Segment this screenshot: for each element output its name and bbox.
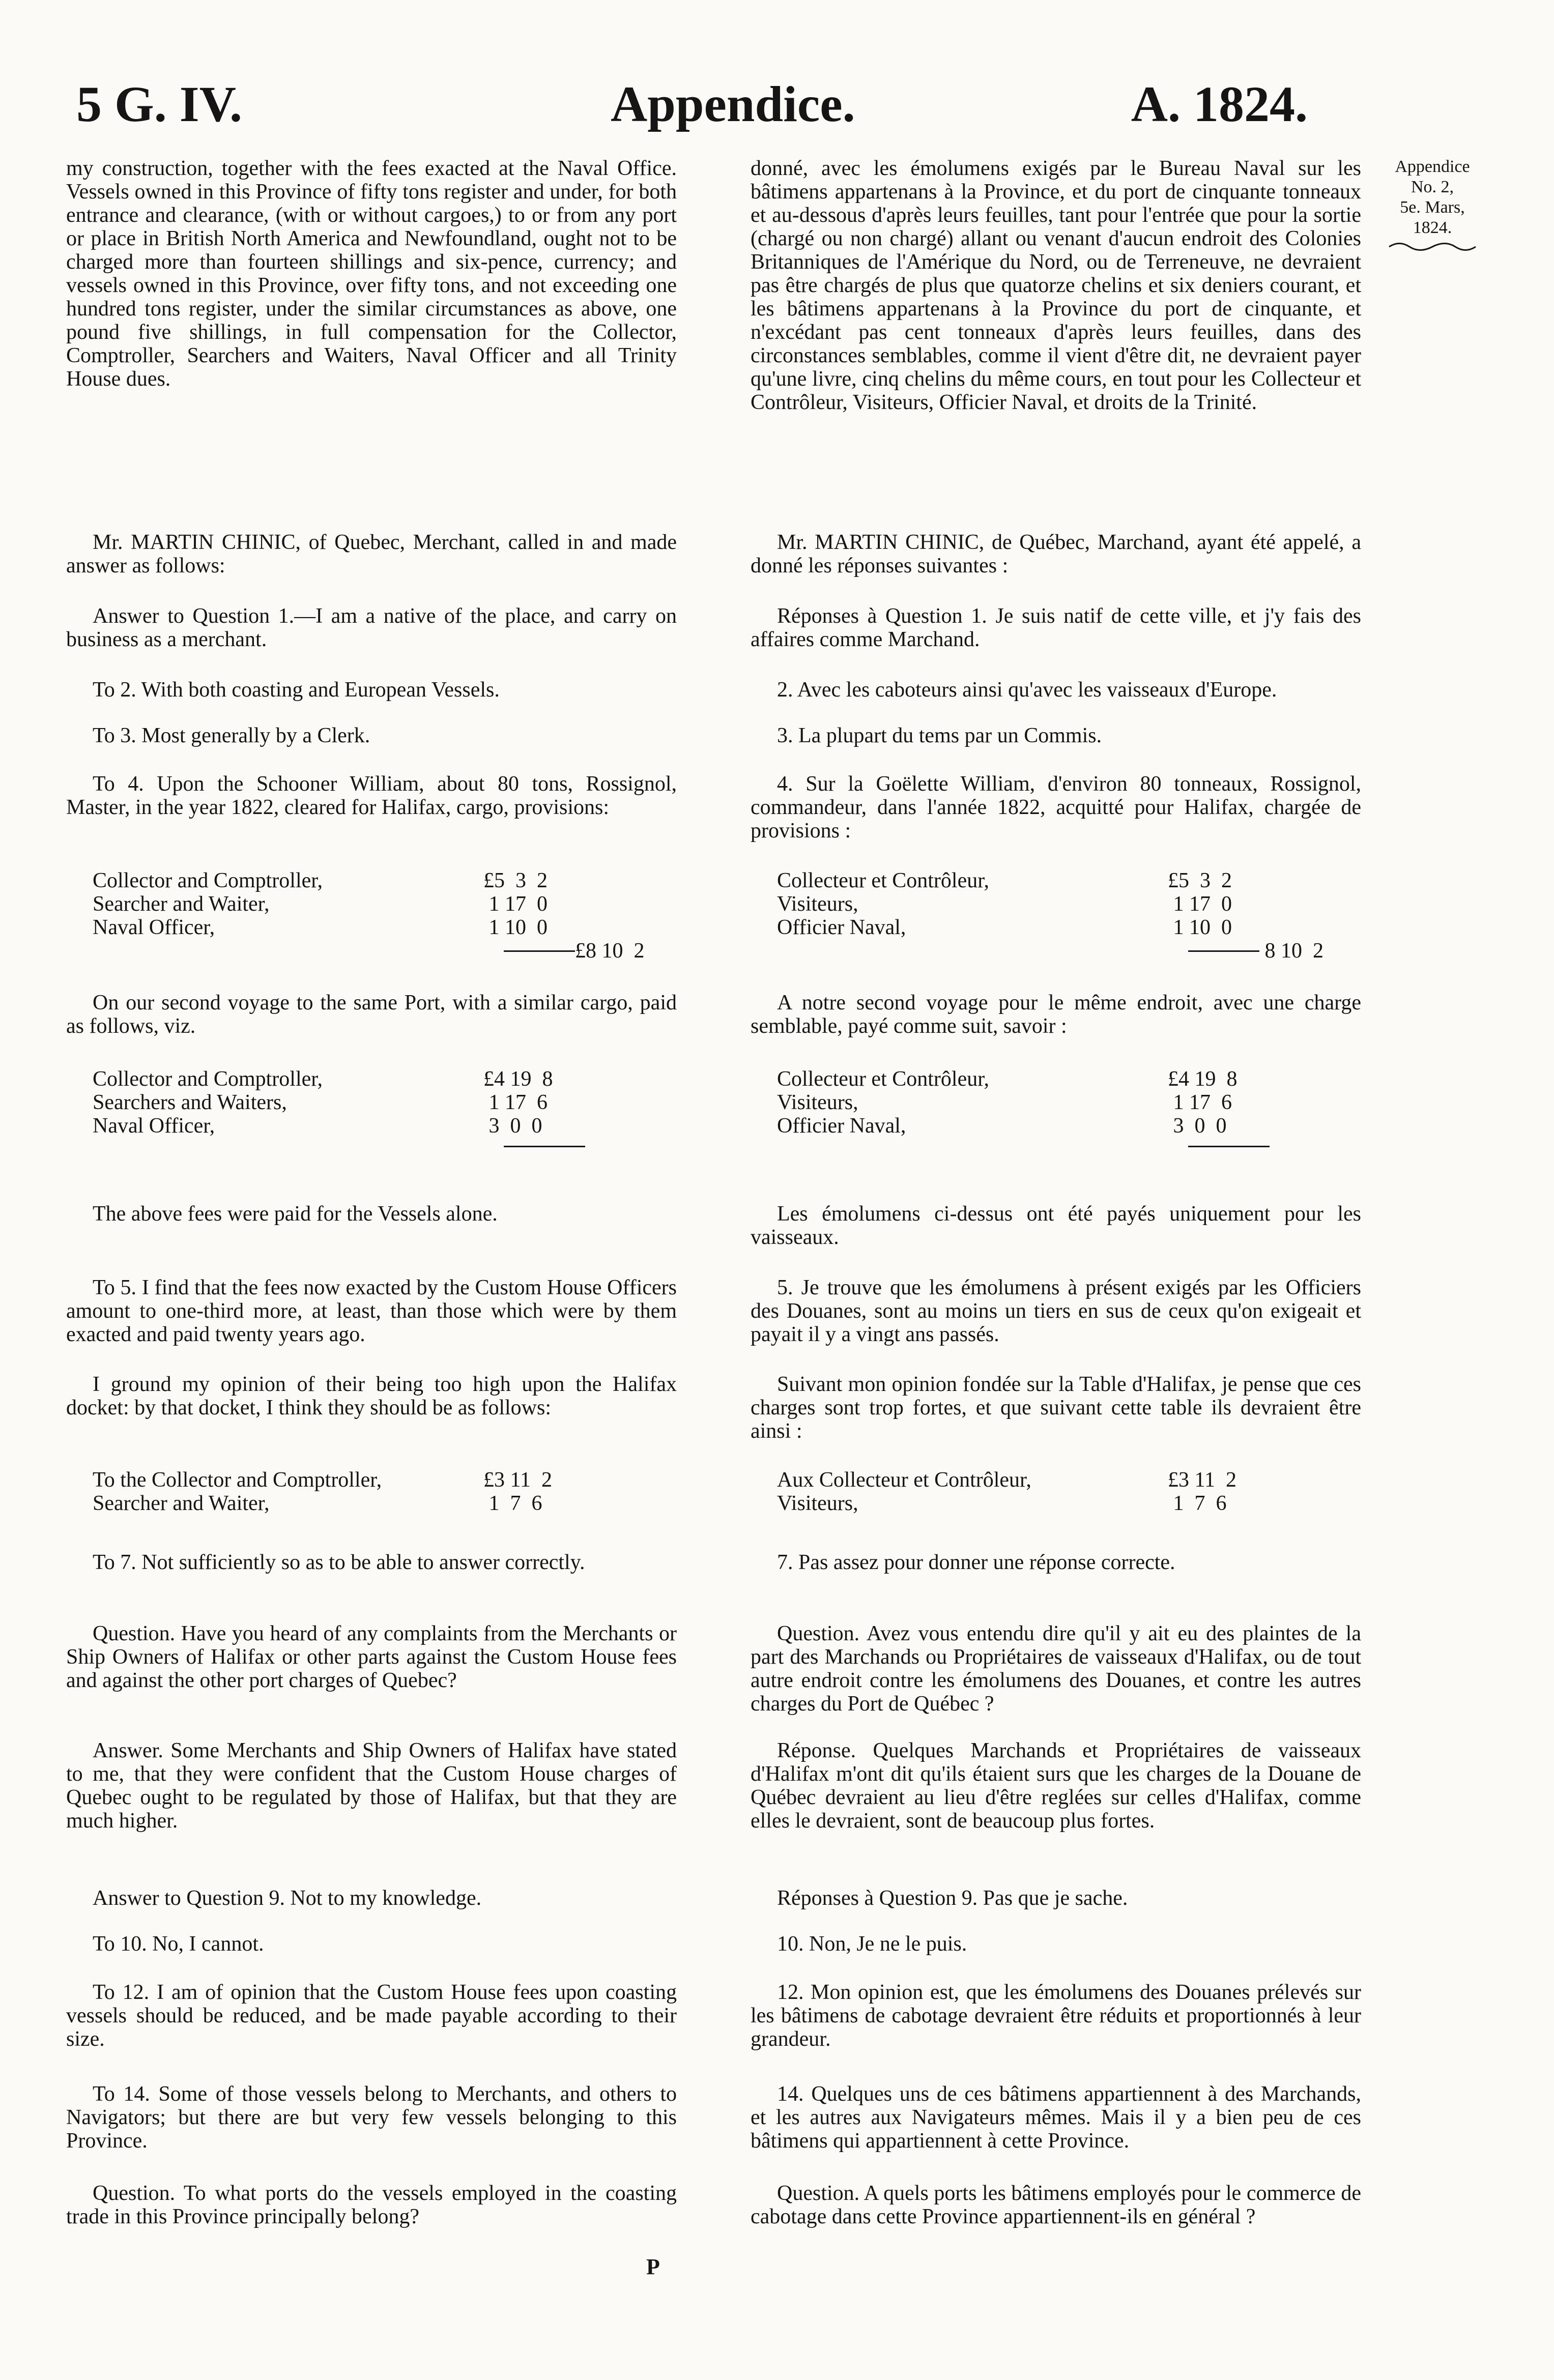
- fee-table-first-voyage: [66, 869, 677, 971]
- answer-q3: 3. La plupart du tems par un Commis.: [777, 724, 1102, 747]
- fee-row: Collector and Comptroller, £5 3 2: [93, 869, 548, 892]
- answer-q7: To 7. Not sufficiently so as to be able to answer correctly.: [93, 1551, 585, 1574]
- fee-row: To the Collector and Comptroller, £3 11 2: [93, 1468, 552, 1492]
- fee-row: Aux Collecteur et Contrôleur, £3 11 2: [777, 1468, 1236, 1492]
- question-complaints: Question. Have you heard of any complaints from the Merchants or Ship Owners of Halifax or other parts against the Custom House fees and against the other port charges of Quebec?: [66, 1622, 677, 1692]
- answer-q4: 4. Sur la Goëlette William, d'environ 80 tonneaux, Rossignol, commandeur, dans l'année 1822, acquitté pour Halifax, chargée de provisions :: [751, 772, 1361, 843]
- fee-row: Collecteur et Contrôleur, £4 19 8: [777, 1067, 1238, 1091]
- second-voyage-text: A notre second voyage pour le même endroit, avec une charge semblable, payé comme suit, savoir :: [751, 991, 1361, 1038]
- answer-q10: 10. Non, Je ne le puis.: [777, 1932, 967, 1956]
- answer-q4: To 4. Upon the Schooner William, about 80 tons, Rossignol, Master, in the year 1822, cleared for Halifax, cargo, provisions:: [66, 772, 677, 819]
- fee-table-halifax: [751, 1468, 1361, 1519]
- fee-row: Naval Officer, 1 10 0: [93, 916, 548, 939]
- year-reference: A. 1824.: [1131, 76, 1308, 132]
- fee-row: Visiteurs, 1 17 0: [777, 892, 1232, 916]
- answer-q12: To 12. I am of opinion that the Custom House fees upon coasting vessels should be reduced, and be made payable according to their size.: [66, 1981, 677, 2051]
- session-reference: 5 G. IV.: [76, 76, 243, 132]
- intro-paragraph: my construction, together with the fees exacted at the Naval Office. Vessels owned in this Province of fifty tons register and under, for both entrance and clearance, (with or without cargoes,) to or from any port or place in British North America and Newfoundland, ought not to be charged more than fourteen shillings and six-pence, currency; and vessels owned in this Province, over fifty tons, and not exceeding one hundred tons register, under the similar circumstances as above, one pound five shillings, in full compensation for the Collector, Comptroller, Searchers and Waiters, Naval Officer and all Trinity House dues.: [66, 157, 677, 391]
- fee-total: 8 10 2: [1259, 939, 1323, 963]
- answer-q2: 2. Avec les caboteurs ainsi qu'avec les vaisseaux d'Europe.: [777, 678, 1277, 702]
- answer-q5: To 5. I find that the fees now exacted by the Custom House Officers amount to one-third more, at least, than those which were by them exacted and paid twenty years ago.: [66, 1276, 677, 1346]
- total-rule: [1188, 1146, 1270, 1147]
- answer-q7: 7. Pas assez pour donner une réponse correcte.: [777, 1551, 1175, 1574]
- question-complaints: Question. Avez vous entendu dire qu'il y ait eu des plaintes de la part des Marchands ou Propriétaires de vaisseaux d'Halifax, ou de tout autre endroit contre les émolumens des Douanes, et contre les autres charges du Port de Québec ?: [751, 1622, 1361, 1716]
- margin-note-line: 1824.: [1413, 218, 1452, 237]
- answer-complaints: Réponse. Quelques Marchands et Propriétaires de vaisseaux d'Halifax m'ont dit qu'ils étaient surs que les charges de la Douane de Québec devraient au lieu d'être reglées sur celles d'Halifax, comme elles le devraient, sont de beaucoup plus fortes.: [751, 1739, 1361, 1833]
- answer-q1: Réponses à Question 1. Je suis natif de cette ville, et j'y fais des affaires comme Marchand.: [751, 604, 1361, 651]
- ornament-flourish: [1387, 240, 1478, 253]
- fee-row: Searchers and Waiters, 1 17 6: [93, 1091, 548, 1114]
- answer-q2: To 2. With both coasting and European Vessels.: [93, 678, 500, 702]
- answer-q14: 14. Quelques uns de ces bâtimens appartiennent à des Marchands, et les autres aux Navigateurs mêmes. Mais il y a bien peu de ces bâtimens qui appartiennent à cette Province.: [751, 2082, 1361, 2153]
- signature-mark: P: [646, 2254, 660, 2279]
- witness-intro: Mr. MARTIN CHINIC, of Quebec, Merchant, called in and made answer as follows:: [66, 531, 677, 577]
- fee-total: £8 10 2: [575, 939, 645, 963]
- fee-table-second-voyage: [66, 1067, 677, 1149]
- fee-row: Collector and Comptroller, £4 19 8: [93, 1067, 553, 1091]
- margin-note: [1382, 157, 1483, 258]
- margin-note-line: 5e. Mars,: [1400, 198, 1465, 217]
- answer-q12: 12. Mon opinion est, que les émolumens des Douanes prélevés sur les bâtimens de cabotage devraient être réduits et proportionnés à leur grandeur.: [751, 1981, 1361, 2051]
- fees-note: Les émolumens ci-dessus ont été payés uniquement pour les vaisseaux.: [751, 1202, 1361, 1249]
- margin-note-line: Appendice: [1395, 157, 1470, 176]
- fee-table-halifax: [66, 1468, 677, 1519]
- fee-row: Visiteurs, 1 17 6: [777, 1091, 1232, 1114]
- second-voyage-text: On our second voyage to the same Port, with a similar cargo, paid as follows, viz.: [66, 991, 677, 1038]
- margin-note-line: No. 2,: [1411, 178, 1454, 196]
- answer-q1: Answer to Question 1.—I am a native of the place, and carry on business as a merchant.: [66, 604, 677, 651]
- answer-complaints: Answer. Some Merchants and Ship Owners of Halifax have stated to me, that they were confident that the Custom House charges of Quebec ought to be regulated by those of Halifax, but that they are much higher.: [66, 1739, 677, 1833]
- answer-q3: To 3. Most generally by a Clerk.: [93, 724, 370, 747]
- fee-row: Collecteur et Contrôleur, £5 3 2: [777, 869, 1232, 892]
- answer-q5: 5. Je trouve que les émolumens à présent exigés par les Officiers des Douanes, sont au moins un tiers en sus de ceux qu'on exigeait et payait il y a vingt ans passés.: [751, 1276, 1361, 1346]
- fee-table-second-voyage: [751, 1067, 1361, 1149]
- total-rule: [1188, 950, 1259, 952]
- intro-paragraph: donné, avec les émolumens exigés par le Bureau Naval sur les bâtimens appartenans à la Province, et du port de cinquante tonneaux et au-dessous d'après leurs feuilles, tant pour l'entrée que pour la sortie (chargé ou non chargé) allant ou venant d'aucun endroit des Colonies Britanniques de l'Amérique du Nord, ou de Terreneuve, ne devraient pas être chargés de plus que quatorze chelins et six deniers courant, et les bâtimens appartenans à la Province du port de cinquante, et n'excédant pas cent tonneaux d'après leurs feuilles, dans des circonstances semblables, comme il vient d'être dit, ne devraient payer qu'une livre, cinq chelins du même cours, en tout pour les Collecteur et Contrôleur, Visiteurs, Officier Naval, et droits de la Trinité.: [751, 157, 1361, 414]
- fee-row: Officier Naval, 1 10 0: [777, 916, 1232, 939]
- fees-note: The above fees were paid for the Vessels alone.: [93, 1202, 498, 1226]
- appendix-title: Appendice.: [611, 76, 855, 132]
- total-rule: [504, 950, 575, 952]
- fee-table-first-voyage: [751, 869, 1361, 971]
- question-ports: Question. To what ports do the vessels employed in the coasting trade in this Province principally belong?: [66, 2182, 677, 2228]
- answer-q10: To 10. No, I cannot.: [93, 1932, 264, 1956]
- answer-q9: Answer to Question 9. Not to my knowledge.: [93, 1886, 482, 1910]
- halifax-opinion: Suivant mon opinion fondée sur la Table d'Halifax, je pense que ces charges sont trop fortes, et que suivant cette table ils devraient être ainsi :: [751, 1373, 1361, 1443]
- answer-q14: To 14. Some of those vessels belong to Merchants, and others to Navigators; but there are but very few vessels belonging to this Province.: [66, 2082, 677, 2153]
- witness-intro: Mr. MARTIN CHINIC, de Québec, Marchand, ayant été appelé, a donné les réponses suivantes :: [751, 531, 1361, 577]
- question-ports: Question. A quels ports les bâtimens employés pour le commerce de cabotage dans cette Province appartiennent-ils en général ?: [751, 2182, 1361, 2228]
- page-header: [76, 76, 1308, 142]
- fee-total-row: [66, 939, 677, 963]
- fee-row: Searcher and Waiter, 1 7 6: [93, 1492, 542, 1515]
- answer-q9: Réponses à Question 9. Pas que je sache.: [777, 1886, 1128, 1910]
- halifax-opinion: I ground my opinion of their being too high upon the Halifax docket: by that docket, I think they should be as follows:: [66, 1373, 677, 1419]
- fee-row: Officier Naval, 3 0 0: [777, 1114, 1227, 1138]
- fee-row: Naval Officer, 3 0 0: [93, 1114, 542, 1138]
- fee-total-row: [751, 939, 1361, 963]
- fee-row: Searcher and Waiter, 1 17 0: [93, 892, 548, 916]
- fee-row: Visiteurs, 1 7 6: [777, 1492, 1227, 1515]
- total-rule: [504, 1146, 585, 1147]
